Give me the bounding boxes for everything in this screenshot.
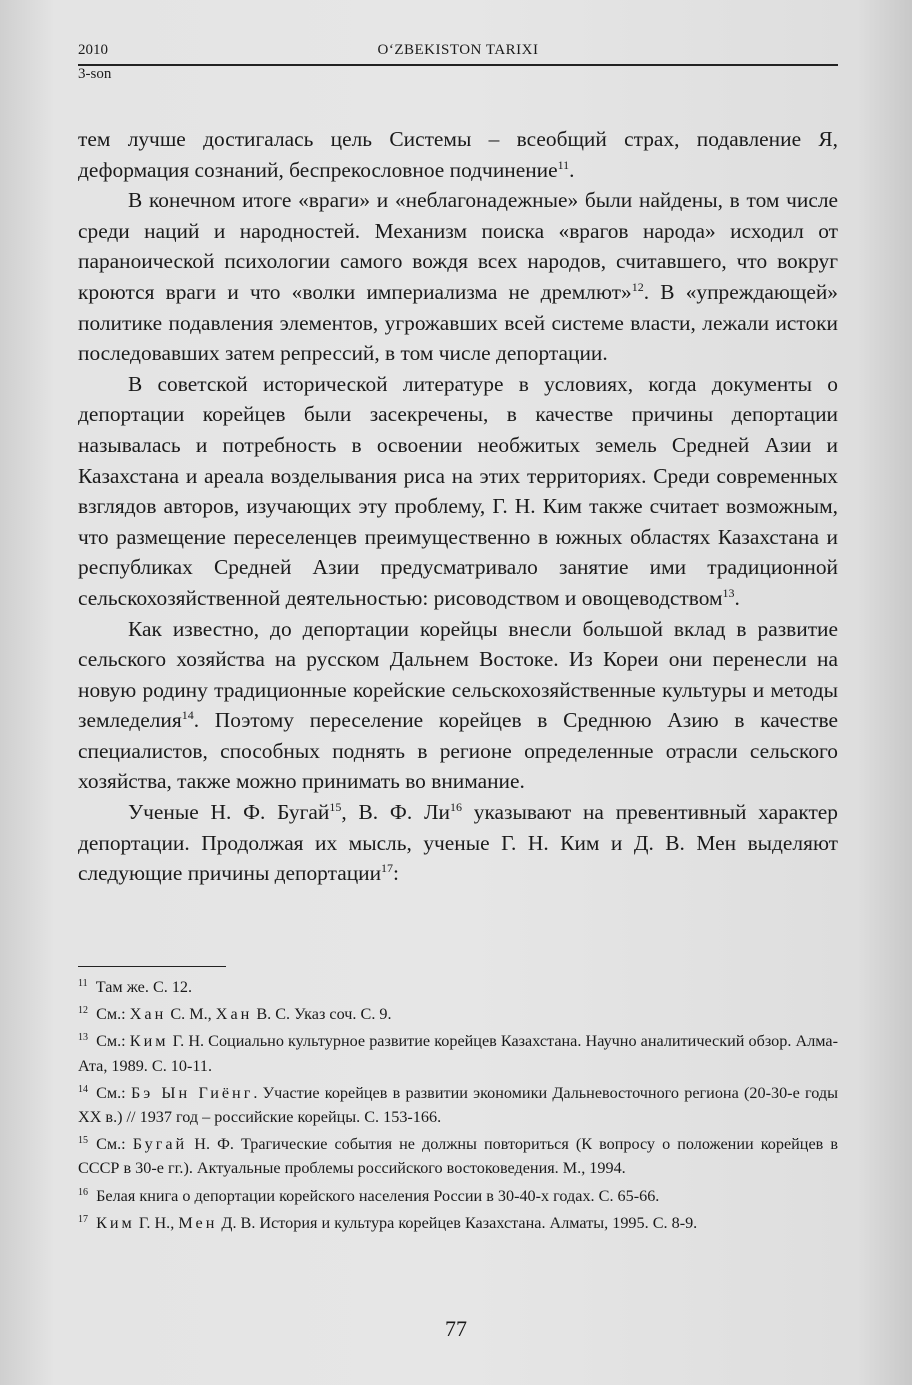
- author-surname: Хан: [215, 1005, 253, 1024]
- text-run: . В «упреждающей» политике подавления элементов, угрожавших всей системе власти, лежали истоки последовавших затем репрессий, в том числе депортации.: [78, 279, 838, 366]
- text-run: Г. Н. Социально культурное развитие корейцев Казахстана. Научно аналитический обзор. Алма-Ата, 1989. С. 10-11.: [78, 1032, 838, 1075]
- text-run: , В. Ф. Ли: [341, 800, 450, 825]
- text-run: . Поэтому переселение корейцев в Среднюю Азию в качестве специалистов, способных поднять в регионе определенные отрасли сельского хозяйства, также можно принимать во внимание.: [78, 708, 838, 794]
- author-surname: Мен: [178, 1213, 218, 1232]
- author-surname: Бэ Ын Гиёнг: [130, 1083, 254, 1102]
- footnote-number: 13: [78, 1032, 88, 1044]
- footnote-reference: 12: [631, 279, 644, 294]
- page-number: 77: [445, 1316, 467, 1341]
- text-run: указывают на превентивный характер депортации. Продолжая их мысль, ученые Г. Н. Ким и Д. В. Мен выделяют следующие причины депортации: [78, 800, 838, 886]
- footnote-number: 11: [78, 978, 88, 989]
- footnote-number: 14: [78, 1083, 88, 1095]
- author-surname: Ким: [96, 1213, 135, 1232]
- author-surname: Бугай: [132, 1135, 188, 1154]
- text-run: . Участие корейцев в развитии экономики Дальневосточного региона (20-30-е годы ХХ в.) // 1937 год – российские корейцы. С. 153-166.: [78, 1083, 838, 1127]
- text-run: .: [569, 157, 575, 182]
- header-year: 2010: [78, 42, 108, 58]
- footnote-item: [78, 1081, 838, 1129]
- paragraph: [78, 369, 838, 614]
- footnote-reference: 15: [329, 800, 342, 815]
- footnote-item: [78, 1211, 838, 1235]
- footnote-item: [78, 975, 838, 999]
- main-text: [78, 124, 838, 889]
- footnote-reference: 11: [557, 157, 570, 172]
- author-surname: Ким: [129, 1032, 169, 1051]
- text-run: Н. Ф. Трагические события не должны повториться (К вопросу о положении корейцев в СССР в 30-е гг.). Актуальные проблемы российского востоковедения. М., 1994.: [78, 1135, 838, 1178]
- text-run: Белая книга о депортации корейского населения России в 30-40-х годах. С. 65-66.: [96, 1186, 660, 1205]
- footnote-separator: [78, 966, 226, 967]
- header-issue: 3-son: [78, 66, 112, 82]
- text-run: Как известно, до депортации корейцы внесли большой вклад в развитие сельского хозяйства на русском Дальнем Востоке. Из Кореи они перенесли на новую родину традиционные корейские сельскохозяйственные культуры и методы земледелия: [78, 616, 838, 733]
- text-run: .: [734, 585, 740, 610]
- footnote-item: [78, 1132, 838, 1180]
- text-run: Г. Н.,: [134, 1213, 179, 1232]
- paragraph: [78, 124, 838, 185]
- text-run: тем лучше достигалась цель Системы – всеобщий страх, подавление Я, деформация сознаний, беспрекословное подчинение: [78, 127, 838, 182]
- header-rule: [78, 64, 838, 66]
- paragraph: [78, 185, 838, 369]
- footnotes: [78, 975, 838, 1238]
- footnote-item: [78, 1184, 838, 1208]
- footnote-reference: 14: [181, 708, 194, 723]
- footnote-item: [78, 1029, 838, 1077]
- paragraph: [78, 614, 838, 798]
- text-run: Д. В. История и культура корейцев Казахстана. Алматы, 1995. С. 8-9.: [217, 1213, 698, 1232]
- text-run: См.:: [96, 1083, 131, 1102]
- footnote-reference: 17: [381, 861, 394, 876]
- text-run: См.:: [96, 1032, 130, 1051]
- text-run: См.:: [96, 1005, 130, 1024]
- author-surname: Хан: [129, 1005, 167, 1024]
- text-run: :: [393, 861, 399, 886]
- header-journal-title: O‘ZBEKISTON TARIXI: [377, 42, 539, 58]
- footnote-reference: 13: [722, 585, 735, 600]
- footnote-number: 12: [78, 1005, 88, 1017]
- text-run: В конечном итоге «враги» и «неблагонадежные» были найдены, в том числе среди наций и народностей. Механизм поиска «врагов народа» исходил от параноической психологии самого вождя всех народов, считавшего, что вокруг кроются враги и что «волки империализма не дремлют»: [78, 188, 838, 304]
- footnote-number: 15: [78, 1135, 88, 1147]
- text-run: В советской исторической литературе в условиях, когда документы о депортации корейцев были засекречены, в качестве причины депортации называлась и потребность в освоении необжитых земель Средней Азии и Казахстана и ареала возделывания риса на этих территориях. Среди современных взглядов авторов, изучающих эту проблему, Г. Н. Ким также считает возможным, что размещение переселенцев преимущественно в южных областях Казахстана и республиках Средней Азии предусматривало занятие ими традиционной сельскохозяйственной деятельностью: рисоводством и овощеводством: [78, 371, 838, 610]
- footnote-item: [78, 1002, 838, 1026]
- text-run: Ученые Н. Ф. Бугай: [128, 800, 330, 825]
- footnote-number: 16: [78, 1186, 88, 1198]
- text-run: В. С. Указ соч. С. 9.: [252, 1005, 392, 1024]
- text-run: См.:: [96, 1135, 133, 1154]
- footnote-number: 17: [78, 1213, 88, 1225]
- text-run: С. М.,: [166, 1005, 216, 1024]
- running-header: [78, 40, 838, 82]
- footnote-reference: 16: [449, 800, 462, 815]
- text-run: Там же. С. 12.: [95, 978, 193, 996]
- paragraph: [78, 797, 838, 889]
